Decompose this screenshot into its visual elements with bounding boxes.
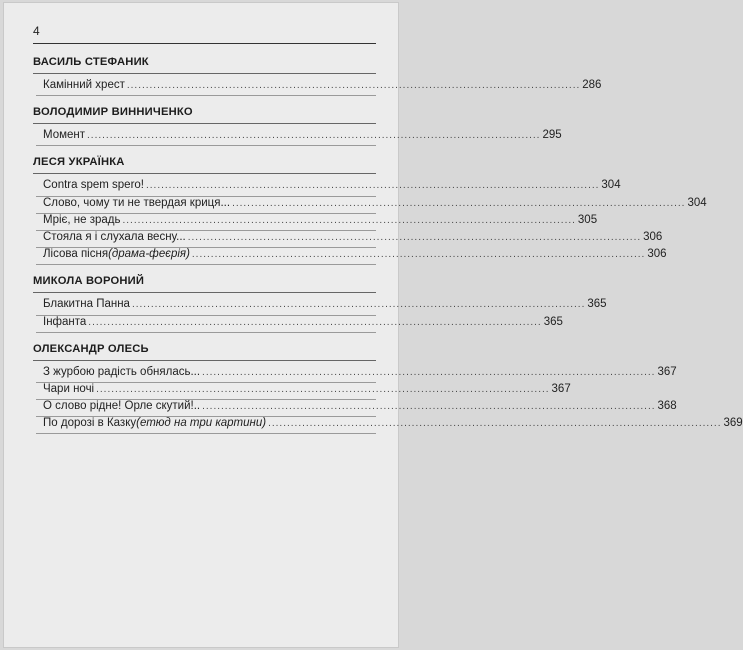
entry-title: З журбою радість обнялась... [43,365,201,378]
entry-list [33,79,602,96]
author-rule [33,292,376,293]
toc-entry [33,213,598,231]
dot-leader: ........................................................................................................................ [87,130,541,142]
dot-leader: ........................................................................................................................ [232,197,686,209]
dot-leader: ........................................................................................................................ [146,180,600,192]
dot-leader: ........................................................................................................................ [96,383,550,395]
entry-title: О слово рідне! Орле скутий!.. [43,400,201,413]
entry-title: Момент [43,129,86,142]
author-rule [33,123,376,124]
toc-entry [33,196,707,214]
toc-entry [33,230,663,248]
entry-title: Мріє, не зрадь [43,213,121,226]
author-heading: ВОЛОДИМИР ВИННИЧЕНКО [33,106,193,119]
author-rule [33,73,376,74]
author-heading: ВАСИЛЬ СТЕФАНИК [33,56,149,68]
author-heading: МИКОЛА ВОРОНИЙ [33,275,145,288]
entry-page-number: 369 [723,417,743,430]
toc-entry [33,315,563,333]
entry-list [33,179,707,265]
entry-title: Слово, чому ти не твердая криця... [43,196,231,209]
toc-entry [33,129,562,146]
entry-title: Стояла я і слухала весну... [43,230,186,243]
entry-title: Лісова пісня [43,248,109,261]
table-of-contents [33,46,743,434]
entry-page-number: 295 [542,129,562,142]
toc-entry [33,365,677,383]
entry-title: Чари ночі [43,382,95,395]
toc-entry [33,298,607,315]
entry-page-number: 367 [551,382,571,395]
entry-title: Камінний хрест [43,79,125,91]
entry-page-number: 286 [582,79,602,91]
dot-leader: ........................................................................................................................ [202,366,656,378]
author-heading: ОЛЕКСАНДР ОЛЕСЬ [33,342,149,355]
entry-page-number: 365 [587,298,607,311]
dot-leader: ........................................................................................................................ [126,80,581,91]
entry-page-number: 305 [577,213,598,226]
entry-page-number: 306 [647,248,667,261]
entry-subtitle: (етюд на три картини) [136,417,267,430]
entry-list [33,129,562,146]
toc-entry [33,79,602,96]
toc-entry [33,248,667,265]
dot-leader: ........................................................................................................................ [88,316,542,328]
entry-title: Блакитна Панна [43,298,130,311]
dot-leader: ........................................................................................................................ [131,299,586,311]
dot-leader: ........................................................................................................................ [187,231,642,243]
toc-entry [33,417,743,434]
entry-page-number: 304 [687,196,707,209]
entry-list [33,298,607,332]
toc-entry [33,382,571,400]
entry-page-number: 368 [657,400,677,413]
author-rule [33,360,376,361]
dot-leader: ........................................................................................................................ [122,214,576,226]
dot-leader: ........................................................................................................................ [202,401,656,413]
author-rule [33,173,376,174]
book-page [3,2,743,648]
entry-page-number: 367 [657,365,677,378]
dot-leader: ........................................................................................................................ [268,418,722,430]
author-heading: ЛЕСЯ УКРАЇНКА [33,156,125,169]
entry-title: Інфанта [43,315,87,328]
entry-subtitle: (драма-феєрія) [108,248,190,261]
entry-title: По дорозі в Казку [43,417,137,430]
entry-list [33,365,743,435]
entry-page-number: 306 [643,230,663,243]
entry-page-number: 365 [543,315,563,328]
dot-leader: ........................................................................................................................ [191,249,646,261]
entry-page-number: 304 [601,179,621,192]
toc-entry [33,179,621,196]
page-number: 4 [33,24,40,38]
header-rule [33,43,376,44]
entry-title: Contra spem spero! [43,179,144,192]
toc-entry [33,400,677,417]
